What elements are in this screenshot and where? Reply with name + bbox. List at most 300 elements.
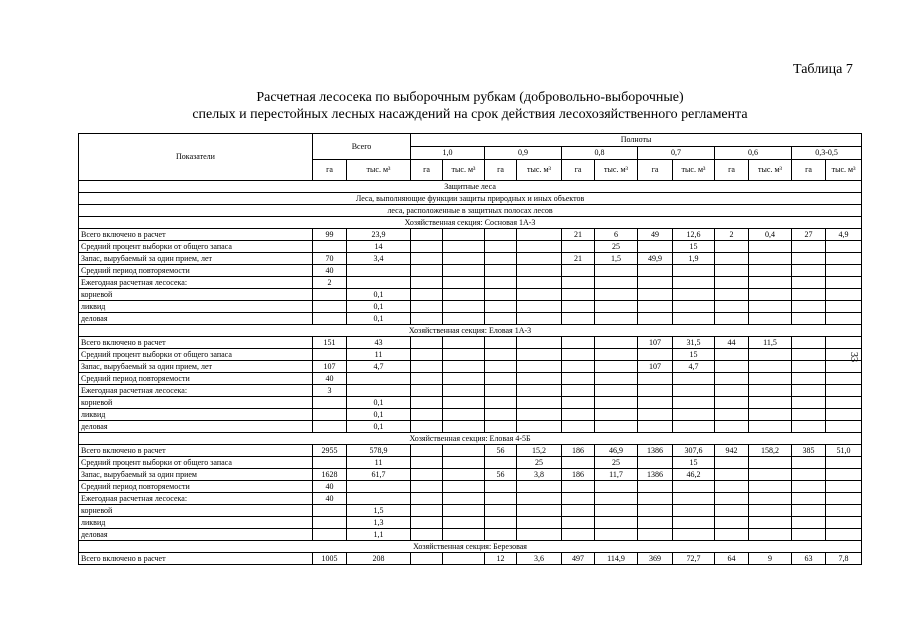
table-row <box>79 313 862 325</box>
table-cell: 56 <box>485 469 517 481</box>
table-cell <box>313 421 347 433</box>
table-cell <box>411 289 443 301</box>
table-cell: 1,1 <box>347 529 411 541</box>
table-cell <box>792 409 826 421</box>
table-cell <box>485 253 517 265</box>
table-cell: 107 <box>638 337 673 349</box>
table-cell: 369 <box>638 553 673 565</box>
table-cell <box>562 265 595 277</box>
table-cell <box>673 493 715 505</box>
table-row <box>79 301 862 313</box>
table-cell <box>595 517 638 529</box>
table-cell <box>485 457 517 469</box>
table-cell <box>443 553 485 565</box>
table-cell <box>517 385 562 397</box>
table-cell <box>485 337 517 349</box>
table-cell <box>485 361 517 373</box>
table-cell <box>826 505 862 517</box>
row-label: Средний процент выборки от общего запаса <box>79 349 313 361</box>
table-cell <box>411 409 443 421</box>
table-cell: 186 <box>562 469 595 481</box>
table-row <box>79 349 862 361</box>
unit-thous-m3: тыс. м³ <box>673 160 715 181</box>
unit-ha: га <box>792 160 826 181</box>
table-cell <box>517 229 562 241</box>
section-birch: Хозяйственная секция: Березовая <box>79 541 862 553</box>
table-cell: 21 <box>562 229 595 241</box>
table-cell <box>485 397 517 409</box>
table-cell <box>517 289 562 301</box>
table-cell <box>411 241 443 253</box>
table-row <box>79 265 862 277</box>
table-cell: 49,9 <box>638 253 673 265</box>
table-cell: 151 <box>313 337 347 349</box>
table-cell: 2 <box>715 229 749 241</box>
table-cell <box>749 385 792 397</box>
table-cell <box>673 517 715 529</box>
table-cell <box>562 289 595 301</box>
table-label: Таблица 7 <box>793 62 853 77</box>
table-cell: 46,2 <box>673 469 715 481</box>
table-cell <box>517 277 562 289</box>
table-cell <box>715 253 749 265</box>
table-cell <box>792 337 826 349</box>
table-cell <box>562 241 595 253</box>
table-cell <box>595 409 638 421</box>
table-row <box>79 421 862 433</box>
table-cell <box>749 289 792 301</box>
table-cell: 63 <box>792 553 826 565</box>
table-cell <box>347 277 411 289</box>
table-cell <box>638 457 673 469</box>
table-cell: 11,7 <box>595 469 638 481</box>
table-cell: 46,9 <box>595 445 638 457</box>
table-row <box>79 505 862 517</box>
row-label: Всего включено в расчет <box>79 229 313 241</box>
table-cell <box>485 493 517 505</box>
table-cell <box>562 409 595 421</box>
table-cell: 1,5 <box>595 253 638 265</box>
table-row <box>79 409 862 421</box>
table-cell <box>826 421 862 433</box>
table-cell <box>411 421 443 433</box>
table-cell <box>443 385 485 397</box>
table-cell: 3,8 <box>517 469 562 481</box>
table-cell <box>673 397 715 409</box>
table-cell <box>485 421 517 433</box>
table-cell <box>638 505 673 517</box>
table-cell <box>826 373 862 385</box>
table-cell <box>673 409 715 421</box>
table-row <box>79 241 862 253</box>
table-cell: 40 <box>313 493 347 505</box>
table-cell <box>411 361 443 373</box>
table-cell <box>517 301 562 313</box>
table-cell <box>595 265 638 277</box>
table-cell <box>595 529 638 541</box>
table-cell <box>443 457 485 469</box>
row-label: корневой <box>79 505 313 517</box>
table-title-line2: спелых и перестойных лесных насаждений на срок действия лесохозяйственного регламента <box>192 107 748 122</box>
table-cell <box>826 397 862 409</box>
table-row <box>79 493 862 505</box>
table-cell <box>411 493 443 505</box>
table-cell: 307,6 <box>673 445 715 457</box>
row-label: Средний процент выборки от общего запаса <box>79 457 313 469</box>
row-label: ликвид <box>79 301 313 313</box>
table-cell: 2 <box>313 277 347 289</box>
table-cell: 186 <box>562 445 595 457</box>
table-cell <box>595 481 638 493</box>
table-cell: 23,9 <box>347 229 411 241</box>
table-cell <box>595 277 638 289</box>
table-cell <box>792 493 826 505</box>
row-label: Средний период повторяемости <box>79 373 313 385</box>
table-cell <box>517 409 562 421</box>
table-cell <box>826 457 862 469</box>
table-cell <box>749 253 792 265</box>
table-cell <box>826 313 862 325</box>
table-cell <box>673 289 715 301</box>
table-cell <box>749 529 792 541</box>
table-cell <box>715 289 749 301</box>
table-cell: 31,5 <box>673 337 715 349</box>
table-cell <box>517 241 562 253</box>
table-cell <box>595 361 638 373</box>
table-cell <box>485 313 517 325</box>
unit-thous-m3: тыс. м³ <box>595 160 638 181</box>
table-cell <box>826 481 862 493</box>
table-cell <box>562 421 595 433</box>
unit-ha: га <box>411 160 443 181</box>
table-cell <box>826 289 862 301</box>
table-row <box>79 481 862 493</box>
density-header-2: 0,8 <box>562 147 638 160</box>
table-cell: 12,6 <box>673 229 715 241</box>
table-cell <box>562 313 595 325</box>
table-cell <box>595 301 638 313</box>
table-cell: 9 <box>749 553 792 565</box>
table-cell: 0,1 <box>347 397 411 409</box>
row-label: Средний период повторяемости <box>79 265 313 277</box>
table-cell <box>826 493 862 505</box>
table-cell <box>562 517 595 529</box>
table-cell: 12 <box>485 553 517 565</box>
table-cell <box>313 397 347 409</box>
table-cell <box>562 397 595 409</box>
table-cell <box>313 457 347 469</box>
table-cell <box>595 289 638 301</box>
table-cell <box>443 493 485 505</box>
table-cell <box>715 517 749 529</box>
table-cell <box>443 253 485 265</box>
table-cell: 70 <box>313 253 347 265</box>
table-cell <box>638 493 673 505</box>
table-cell: 49 <box>638 229 673 241</box>
table-cell: 61,7 <box>347 469 411 481</box>
table-cell <box>715 313 749 325</box>
table-cell <box>411 517 443 529</box>
unit-ha: га <box>562 160 595 181</box>
table-cell <box>826 517 862 529</box>
table-cell <box>749 349 792 361</box>
table-cell <box>638 241 673 253</box>
table-cell <box>517 517 562 529</box>
table-cell <box>313 313 347 325</box>
table-cell <box>347 373 411 385</box>
table-cell <box>715 349 749 361</box>
section-pine-1a3: Хозяйственная секция: Сосновая 1А-3 <box>79 217 862 229</box>
row-label: Средний процент выборки от общего запаса <box>79 241 313 253</box>
table-cell <box>638 529 673 541</box>
page-number: 33 <box>848 352 859 362</box>
table-cell <box>595 385 638 397</box>
table-cell <box>411 301 443 313</box>
table-cell <box>313 241 347 253</box>
table-cell <box>485 409 517 421</box>
table-cell <box>517 313 562 325</box>
section-protective: Защитные леса <box>79 181 862 193</box>
table-cell: 25 <box>595 241 638 253</box>
table-cell <box>792 277 826 289</box>
table-cell <box>792 457 826 469</box>
table-title-line1: Расчетная лесосека по выборочным рубкам (добровольно-выборочные) <box>256 90 684 105</box>
table-cell <box>792 517 826 529</box>
unit-ha: га <box>638 160 673 181</box>
table-cell <box>443 277 485 289</box>
table-cell <box>562 505 595 517</box>
unit-ha: га <box>715 160 749 181</box>
table-cell <box>411 505 443 517</box>
table-cell <box>792 481 826 493</box>
table-cell <box>638 397 673 409</box>
row-label: деловая <box>79 529 313 541</box>
table-cell: 14 <box>347 241 411 253</box>
table-cell: 1386 <box>638 469 673 481</box>
table-cell <box>517 529 562 541</box>
table-cell <box>485 301 517 313</box>
table-cell <box>443 505 485 517</box>
row-label: ликвид <box>79 517 313 529</box>
table-cell <box>792 301 826 313</box>
table-cell <box>638 421 673 433</box>
table-cell <box>595 505 638 517</box>
table-cell <box>715 481 749 493</box>
table-cell <box>749 313 792 325</box>
table-cell <box>715 397 749 409</box>
table-cell <box>792 265 826 277</box>
table-cell: 3 <box>313 385 347 397</box>
table-cell <box>792 397 826 409</box>
table-cell <box>638 277 673 289</box>
table-cell <box>443 241 485 253</box>
table-row <box>79 517 862 529</box>
row-label: Средний период повторяемости <box>79 481 313 493</box>
table-cell <box>595 373 638 385</box>
table-cell <box>411 397 443 409</box>
table-cell <box>443 373 485 385</box>
table-cell: 158,2 <box>749 445 792 457</box>
table-cell <box>411 469 443 481</box>
table-cell <box>443 481 485 493</box>
section-spruce-1a3: Хозяйственная секция: Еловая 1А-3 <box>79 325 862 337</box>
row-label: Всего включено в расчет <box>79 445 313 457</box>
table-cell <box>443 265 485 277</box>
table-cell: 0,1 <box>347 409 411 421</box>
table-cell <box>485 349 517 361</box>
table-cell <box>638 313 673 325</box>
unit-thous-m3: тыс. м³ <box>517 160 562 181</box>
table-cell <box>792 361 826 373</box>
row-label: ликвид <box>79 409 313 421</box>
table-cell: 27 <box>792 229 826 241</box>
table-cell: 40 <box>313 481 347 493</box>
row-label: Запас, вырубаемый за один прием, лет <box>79 253 313 265</box>
table-cell <box>347 265 411 277</box>
table-cell <box>749 397 792 409</box>
table-cell <box>517 337 562 349</box>
table-cell <box>638 373 673 385</box>
table-cell: 11,5 <box>749 337 792 349</box>
table-cell <box>826 277 862 289</box>
table-cell <box>411 445 443 457</box>
table-row <box>79 385 862 397</box>
table-cell <box>792 373 826 385</box>
density-header-4: 0,6 <box>715 147 792 160</box>
row-label: Ежегодная расчетная лесосека: <box>79 493 313 505</box>
table-cell <box>411 313 443 325</box>
table-cell <box>826 361 862 373</box>
table-cell: 1,3 <box>347 517 411 529</box>
table-cell <box>411 481 443 493</box>
density-header-5: 0,3-0,5 <box>792 147 862 160</box>
table-cell <box>826 469 862 481</box>
table-cell <box>792 289 826 301</box>
table-cell <box>715 493 749 505</box>
table-cell <box>792 349 826 361</box>
table-cell <box>517 505 562 517</box>
table-cell <box>826 409 862 421</box>
table-row <box>79 457 862 469</box>
table-cell <box>749 277 792 289</box>
table-cell <box>673 385 715 397</box>
table-cell: 44 <box>715 337 749 349</box>
table-cell: 1386 <box>638 445 673 457</box>
table-cell: 208 <box>347 553 411 565</box>
unit-thous-m3: тыс. м³ <box>443 160 485 181</box>
table-cell: 114,9 <box>595 553 638 565</box>
table-cell: 11 <box>347 457 411 469</box>
table-cell <box>562 481 595 493</box>
table-cell: 40 <box>313 265 347 277</box>
row-label: деловая <box>79 421 313 433</box>
table-cell <box>313 529 347 541</box>
table-cell: 21 <box>562 253 595 265</box>
table-cell <box>517 421 562 433</box>
table-row <box>79 337 862 349</box>
table-row <box>79 361 862 373</box>
table-cell <box>715 265 749 277</box>
table-cell <box>443 409 485 421</box>
table-cell <box>411 385 443 397</box>
table-cell <box>595 337 638 349</box>
table-row <box>79 277 862 289</box>
table-cell <box>411 373 443 385</box>
col-header-indicators: Показатели <box>79 134 313 181</box>
table-cell <box>638 517 673 529</box>
table-cell: 72,7 <box>673 553 715 565</box>
table-cell <box>443 301 485 313</box>
table-cell <box>485 241 517 253</box>
table-cell <box>749 481 792 493</box>
table-cell <box>715 373 749 385</box>
table-cell: 1,5 <box>347 505 411 517</box>
table-row <box>79 397 862 409</box>
table-cell <box>673 505 715 517</box>
table-cell: 1,9 <box>673 253 715 265</box>
table-cell <box>485 373 517 385</box>
table-cell <box>485 505 517 517</box>
table-cell <box>749 469 792 481</box>
table-cell <box>595 421 638 433</box>
table-cell <box>485 481 517 493</box>
table-cell: 107 <box>313 361 347 373</box>
table-cell <box>673 313 715 325</box>
table-cell <box>673 529 715 541</box>
table-cell <box>313 409 347 421</box>
table-cell: 942 <box>715 445 749 457</box>
table-cell <box>638 409 673 421</box>
table-cell <box>443 313 485 325</box>
allowable-cut-table <box>78 133 862 565</box>
table-cell: 3,6 <box>517 553 562 565</box>
table-cell <box>715 469 749 481</box>
table-cell <box>715 241 749 253</box>
table-cell <box>411 337 443 349</box>
table-cell <box>562 277 595 289</box>
table-cell <box>715 361 749 373</box>
table-cell <box>485 385 517 397</box>
table-cell: 4,7 <box>347 361 411 373</box>
table-cell: 15 <box>673 241 715 253</box>
table-cell: 0,4 <box>749 229 792 241</box>
table-cell <box>562 529 595 541</box>
unit-thous-m3: тыс. м³ <box>347 160 411 181</box>
table-row <box>79 373 862 385</box>
table-cell <box>562 349 595 361</box>
table-cell <box>313 289 347 301</box>
table-cell <box>715 421 749 433</box>
table-cell <box>792 385 826 397</box>
table-cell: 15,2 <box>517 445 562 457</box>
table-cell: 40 <box>313 373 347 385</box>
table-cell <box>673 277 715 289</box>
table-cell <box>517 253 562 265</box>
table-cell <box>562 337 595 349</box>
table-cell <box>792 505 826 517</box>
table-cell <box>485 289 517 301</box>
table-cell <box>638 265 673 277</box>
table-cell <box>749 265 792 277</box>
table-cell <box>715 529 749 541</box>
table-cell: 0,1 <box>347 289 411 301</box>
table-cell <box>749 409 792 421</box>
table-cell <box>443 529 485 541</box>
table-cell <box>411 457 443 469</box>
table-cell: 56 <box>485 445 517 457</box>
table-cell <box>638 385 673 397</box>
row-label: Ежегодная расчетная лесосека: <box>79 385 313 397</box>
